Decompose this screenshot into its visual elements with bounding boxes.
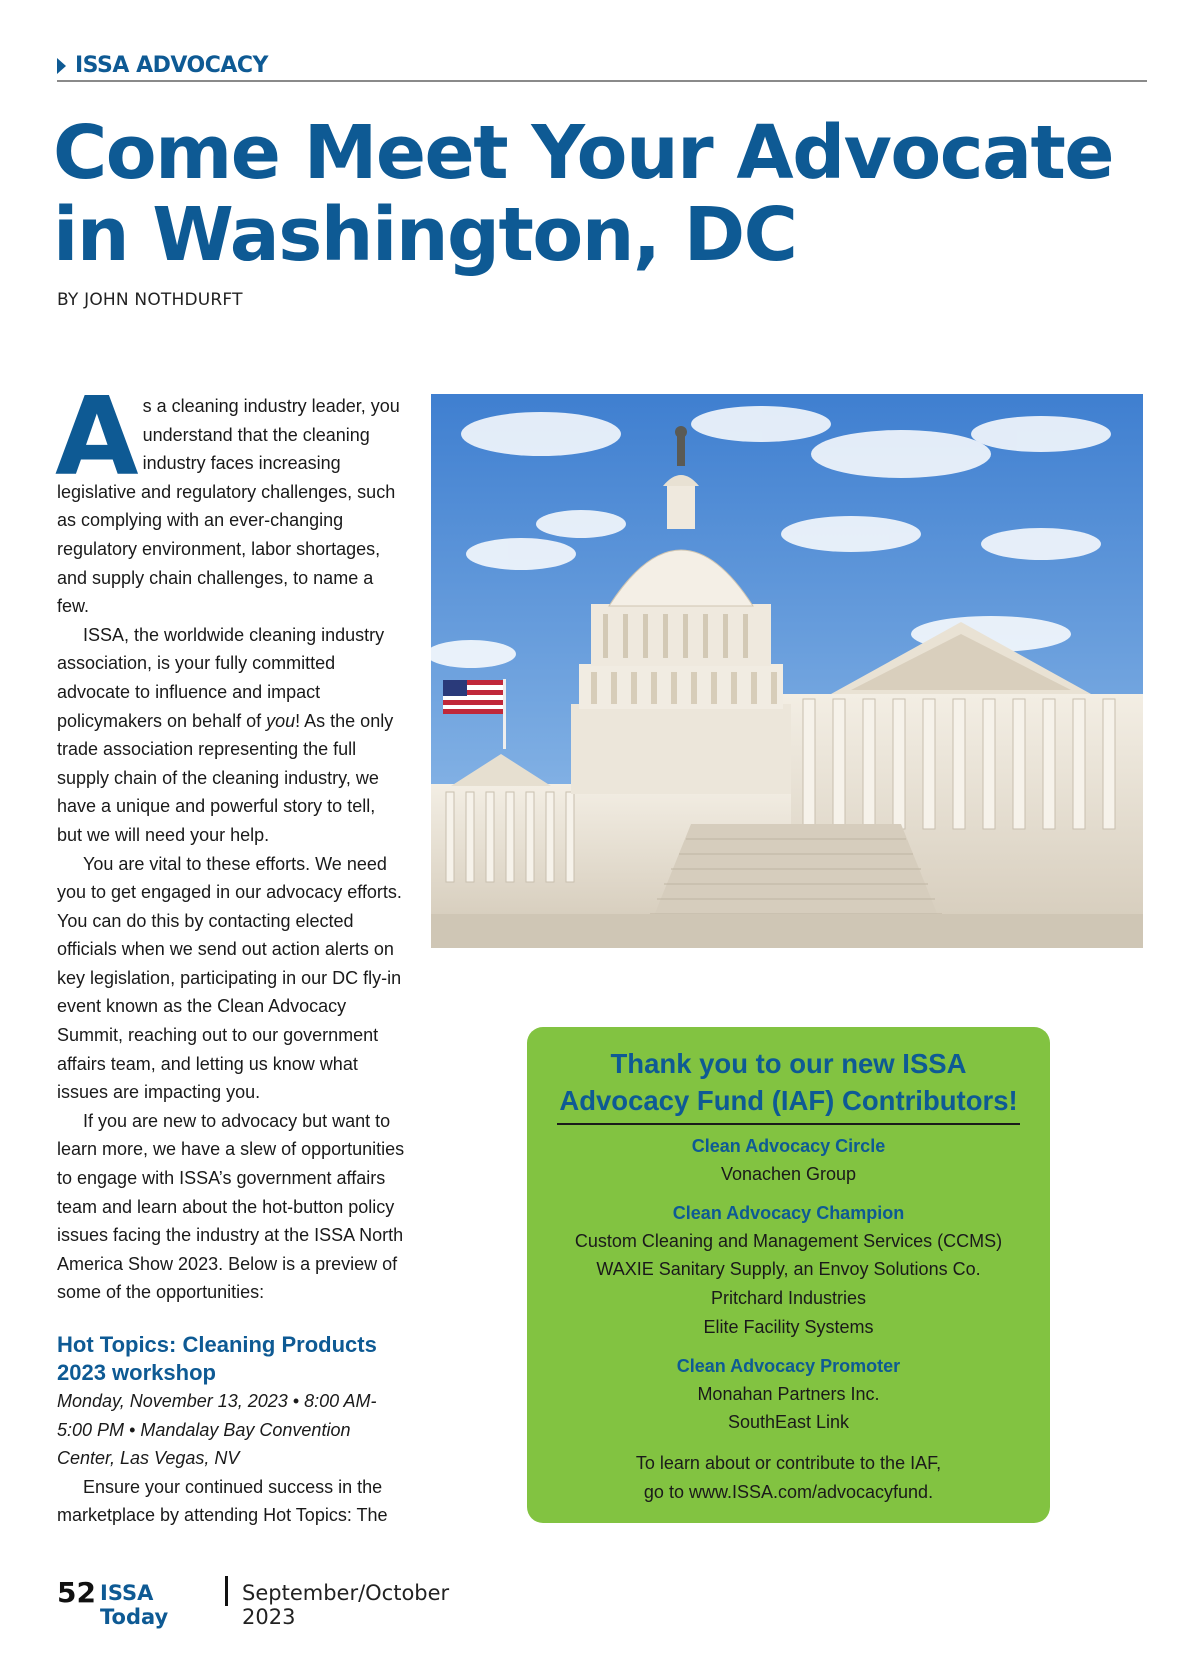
footer-divider (225, 1576, 228, 1606)
drop-cap: A (55, 375, 139, 500)
cta-line-1: To learn about or contribute to the IAF, (635, 1452, 942, 1473)
paragraph-2-text-b: ! As the only trade association representing the full supply chain of the cleaning industry, we have a unique and powerful story to tell, but we will need your help. (57, 710, 394, 845)
contributor-name: Elite Facility Systems (703, 1316, 874, 1337)
byline: BY JOHN NOTHDURFT (57, 290, 243, 310)
paragraph-1 (55, 375, 405, 621)
article-headline (53, 112, 1163, 276)
headline-line-1: Come Meet Your Advocate (53, 110, 1114, 196)
contributors-list (527, 1132, 1050, 1507)
promoter-level-label: Clean Advocacy Promoter (676, 1355, 901, 1376)
paragraph-4: If you are new to advocacy but want to learn more, we have a slew of opportunities to engage with ISSA’s government affairs team and learn about the hot-button policy issues facing the industry at the ISSA North America Show 2023. Below is a preview of some of the opportunities: (57, 1110, 405, 1303)
contributor-name: WAXIE Sanitary Supply, an Envoy Solutions Co. (596, 1259, 981, 1280)
workshop-subhead: Hot Topics: Cleaning Products 2023 workshop (57, 1332, 377, 1385)
magazine-name: ISSA Today (100, 1581, 169, 1629)
capitol-building-photo (431, 394, 1143, 948)
paragraph-1-text: s a cleaning industry leader, you understand that the cleaning industry faces increasing legislative and regulatory challenges, such as complying with an ever-changing regulatory environment, labor shortages, and supply chain challenges, to name a few. (57, 396, 400, 617)
section-label: ISSA ADVOCACY (75, 53, 268, 78)
champion-level-label: Clean Advocacy Champion (672, 1202, 905, 1223)
headline-line-2: in Washington, DC (53, 192, 797, 278)
contributor-name: Pritchard Industries (710, 1288, 867, 1309)
contributor-name: Vonachen Group (720, 1164, 857, 1184)
paragraph-3: You are vital to these efforts. We need you to get engaged in our advocacy efforts. You can do this by contacting elected officials when we send out action alerts on key legislation, participating in our DC fly-in event known as the Clean Advocacy Summit, reaching out to our government affairs team, and letting us know what issues are impacting you. (57, 853, 402, 1103)
circle-level-label: Clean Advocacy Circle (691, 1136, 886, 1156)
fund-box-title: Thank you to our new ISSA Advocacy Fund (IAF) Contributors! (557, 1045, 1020, 1125)
contributor-name: Monahan Partners Inc. (697, 1383, 880, 1404)
cta-line-2-link[interactable]: go to www.ISSA.com/advocacyfund. (643, 1481, 934, 1502)
issue-date: September/October 2023 (242, 1581, 450, 1629)
paragraph-2 (57, 621, 405, 850)
paragraph-2-text-a: ISSA, the worldwide cleaning industry association, is your fully committed advocate to influence and impact policymakers on behalf of (57, 624, 385, 731)
article-body (55, 375, 405, 1530)
workshop-event-details: Monday, November 13, 2023 • 8:00 AM-5:00 PM • Mandalay Bay Convention Center, Las Vegas, NV (57, 1391, 377, 1469)
triangle-bullet-icon (57, 58, 66, 74)
contributor-name: SouthEast Link (727, 1412, 850, 1433)
advocacy-fund-box (527, 1027, 1050, 1523)
contributor-name: Custom Cleaning and Management Services (CCMS) (574, 1230, 1003, 1251)
paragraph-5: Ensure your continued success in the marketplace by attending Hot Topics: The (57, 1476, 388, 1526)
paragraph-2-emphasis: you (266, 710, 296, 731)
contribute-call-to-action (527, 1449, 1050, 1507)
page-number: 52 (57, 1576, 96, 1609)
section-header (57, 52, 1147, 82)
